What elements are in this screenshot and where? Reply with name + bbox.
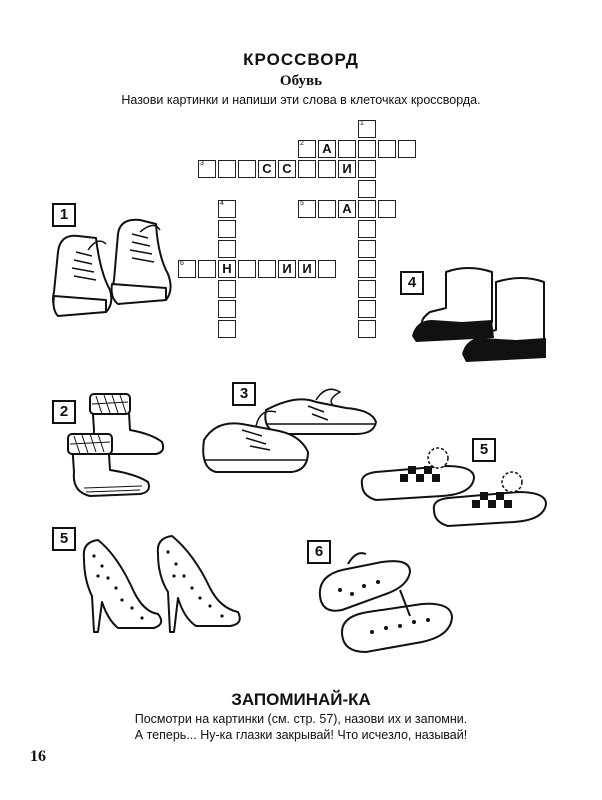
boots-icon <box>48 212 178 327</box>
memory-game-title: ЗАПОМИНАЙ-КА <box>231 690 371 709</box>
crossword-cell[interactable] <box>238 260 256 278</box>
crossword-cell[interactable] <box>318 140 336 158</box>
crossword-cell[interactable] <box>218 300 236 318</box>
picture-number-5a: 5 <box>472 438 496 462</box>
instruction-text: Назови картинки и напиши эти слова в клеточках кроссворда. <box>121 93 481 107</box>
given-letter: И <box>302 261 312 276</box>
given-letter: И <box>342 161 352 176</box>
crossword-cell[interactable] <box>238 160 256 178</box>
crossword-cell[interactable] <box>218 320 236 338</box>
crossword-cell[interactable] <box>258 160 276 178</box>
crossword-cell[interactable] <box>358 200 376 218</box>
slippers-icon <box>356 444 552 534</box>
crossword-cell[interactable] <box>218 280 236 298</box>
given-letter: С <box>282 161 292 176</box>
picture-number-4: 4 <box>400 271 424 295</box>
crossword-cell[interactable] <box>298 140 316 158</box>
memory-game-line-1: Посмотри на картинки (см. стр. 57), назови их и запомни. <box>134 712 468 726</box>
crossword-cell[interactable] <box>278 160 296 178</box>
memory-game-line-2: А теперь... Ну-ка глазки закрывай! Что исчезло, называй! <box>134 728 468 742</box>
clue-number: 6 <box>180 260 184 267</box>
crossword-cell[interactable] <box>358 120 376 138</box>
crossword-cell[interactable] <box>198 260 216 278</box>
crossword-cell[interactable] <box>318 200 336 218</box>
crossword-cell[interactable] <box>358 220 376 238</box>
picture-number-3: 3 <box>232 382 256 406</box>
crossword-cell[interactable] <box>338 160 356 178</box>
picture-number-1: 1 <box>52 203 76 227</box>
crossword-cell[interactable] <box>218 260 236 278</box>
crossword-cell[interactable] <box>358 180 376 198</box>
page-subtitle: Обувь <box>279 73 323 89</box>
picture-number-2: 2 <box>52 400 76 424</box>
clue-number: 5 <box>300 200 304 207</box>
crossword-cell[interactable] <box>218 200 236 218</box>
given-letter: А <box>322 141 332 156</box>
crossword-cell[interactable] <box>218 160 236 178</box>
crossword-cell[interactable] <box>358 260 376 278</box>
clue-number: 2 <box>300 140 304 147</box>
clue-number: 3 <box>200 160 204 167</box>
crossword-cell[interactable] <box>358 300 376 318</box>
crossword-cell[interactable] <box>358 160 376 178</box>
sandals-icon <box>312 540 458 664</box>
given-letter: А <box>342 201 352 216</box>
clue-number: 1 <box>360 120 364 127</box>
crossword-cell[interactable] <box>358 140 376 158</box>
crossword-cell[interactable] <box>298 160 316 178</box>
crossword-cell[interactable] <box>298 200 316 218</box>
crossword-cell[interactable] <box>358 240 376 258</box>
crossword-cell[interactable] <box>338 140 356 158</box>
crossword-cell[interactable] <box>218 220 236 238</box>
crossword-cell[interactable] <box>318 160 336 178</box>
crossword-cell[interactable] <box>298 260 316 278</box>
given-letter: И <box>282 261 292 276</box>
crossword-cell[interactable] <box>198 160 216 178</box>
crossword-cell[interactable] <box>378 140 396 158</box>
crossword-cell[interactable] <box>318 260 336 278</box>
crossword-cell[interactable] <box>218 240 236 258</box>
crossword-cell[interactable] <box>278 260 296 278</box>
crossword-cell[interactable] <box>378 200 396 218</box>
crossword-cell[interactable] <box>338 200 356 218</box>
crossword-cell[interactable] <box>178 260 196 278</box>
given-letter: Н <box>222 261 232 276</box>
crossword-cell[interactable] <box>398 140 416 158</box>
crossword-cell[interactable] <box>258 260 276 278</box>
valenki-icon <box>406 262 556 372</box>
page-title: КРОССВОРД <box>243 50 359 69</box>
picture-number-6: 6 <box>307 540 331 564</box>
crossword-cell[interactable] <box>358 320 376 338</box>
clue-number: 4 <box>220 200 224 207</box>
sneakers-icon <box>196 380 380 490</box>
rubber-boots-icon <box>62 390 172 502</box>
given-letter: С <box>262 161 272 176</box>
picture-number-5b: 5 <box>52 527 76 551</box>
page-number: 16 <box>30 748 46 765</box>
high-heels-icon <box>78 536 248 636</box>
crossword-cell[interactable] <box>358 280 376 298</box>
